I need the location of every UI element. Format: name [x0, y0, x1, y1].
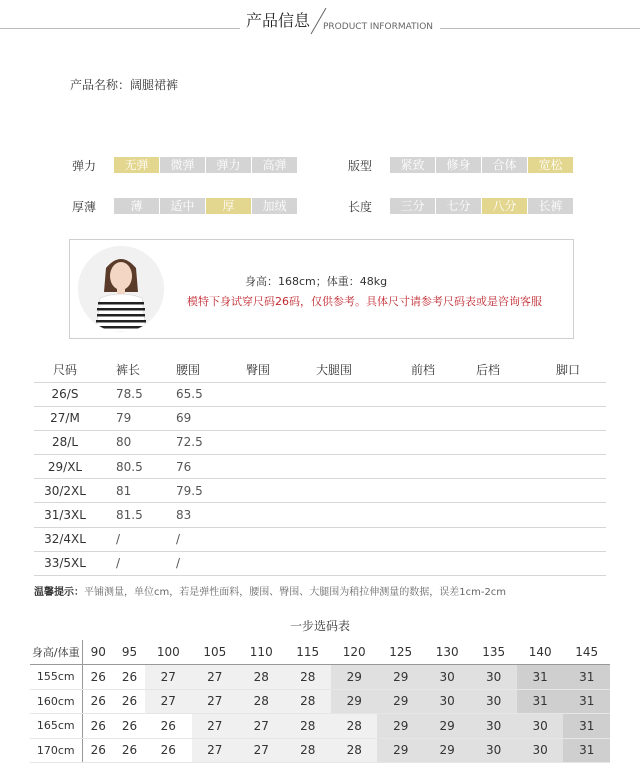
size-cell: 69 — [166, 406, 236, 430]
guide-cell: 27 — [192, 665, 238, 690]
guide-weight: 130 — [424, 640, 470, 665]
fit-option: 修身 — [436, 157, 481, 173]
size-cell: 83 — [166, 503, 236, 527]
size-cell — [236, 406, 306, 430]
guide-height: 155cm — [30, 665, 82, 690]
size-cell: 81 — [96, 479, 166, 503]
guide-cell: 26 — [114, 689, 145, 714]
size-cell: 80 — [96, 430, 166, 454]
guide-weight: 90 — [82, 640, 114, 665]
fit-option: 宽松 — [528, 157, 573, 173]
elasticity-option: 弹力 — [206, 157, 251, 173]
guide-cell: 26 — [82, 714, 114, 739]
length-option: 三分 — [390, 198, 435, 214]
thickness-option: 厚 — [206, 198, 251, 214]
length-option: 长裤 — [528, 198, 573, 214]
size-guide-table — [30, 640, 610, 763]
size-cell — [456, 455, 526, 479]
size-header: 腰围 — [166, 358, 236, 382]
guide-weight: 95 — [114, 640, 145, 665]
guide-header-row — [30, 640, 610, 665]
size-cell — [236, 430, 306, 454]
size-cell: 32/4XL — [34, 527, 96, 551]
tips-text: 平铺测量，单位cm，若是弹性面料，腰围、臀围、大腿围为稍拉伸测量的数据，误差1cm-2cm — [84, 587, 507, 598]
size-cell — [306, 527, 386, 551]
header-line-left — [0, 28, 240, 29]
guide-cell: 31 — [563, 738, 610, 763]
fit-option: 合体 — [482, 157, 527, 173]
guide-cell: 26 — [82, 689, 114, 714]
guide-cell: 29 — [331, 689, 377, 714]
size-row — [34, 503, 606, 527]
size-cell: 81.5 — [96, 503, 166, 527]
model-photo-icon — [78, 246, 164, 332]
elasticity-options — [114, 157, 298, 173]
size-cell — [456, 503, 526, 527]
guide-cell: 29 — [377, 665, 423, 690]
size-cell: 33/5XL — [34, 551, 96, 575]
guide-cell: 30 — [424, 689, 470, 714]
elasticity-option: 高弹 — [252, 157, 297, 173]
size-cell — [386, 479, 456, 503]
guide-cell: 26 — [82, 738, 114, 763]
size-cell — [526, 479, 606, 503]
size-cell: 31/3XL — [34, 503, 96, 527]
size-cell: / — [96, 527, 166, 551]
section-title: 产品信息 — [246, 11, 311, 30]
length-option: 八分 — [482, 198, 527, 214]
guide-cell: 31 — [517, 689, 563, 714]
guide-cell: 28 — [285, 738, 331, 763]
size-row — [34, 455, 606, 479]
guide-cell: 28 — [331, 738, 377, 763]
size-cell — [306, 551, 386, 575]
size-cell — [526, 382, 606, 406]
size-cell — [386, 527, 456, 551]
guide-weight: 110 — [238, 640, 284, 665]
size-header: 后档 — [456, 358, 526, 382]
thickness-option: 薄 — [114, 198, 159, 214]
size-cell — [306, 455, 386, 479]
elasticity-label: 弹力 — [72, 159, 97, 173]
fit-option: 紧致 — [390, 157, 435, 173]
size-header: 尺码 — [34, 358, 96, 382]
fit-label: 版型 — [348, 159, 373, 173]
size-cell: / — [166, 527, 236, 551]
size-cell — [526, 551, 606, 575]
guide-height: 165cm — [30, 714, 82, 739]
guide-cell: 28 — [285, 689, 331, 714]
thickness-label: 厚薄 — [72, 200, 97, 214]
size-cell: 65.5 — [166, 382, 236, 406]
thickness-option: 加绒 — [252, 198, 297, 214]
size-cell — [526, 430, 606, 454]
size-cell — [456, 479, 526, 503]
size-cell — [306, 406, 386, 430]
size-cell — [526, 455, 606, 479]
guide-cell: 26 — [114, 665, 145, 690]
guide-cell: 26 — [145, 714, 191, 739]
size-cell — [236, 479, 306, 503]
guide-weight: 125 — [377, 640, 423, 665]
size-cell — [236, 551, 306, 575]
guide-weight: 115 — [285, 640, 331, 665]
model-measurements: 身高：168cm；体重：48kg — [245, 275, 388, 288]
size-header: 裤长 — [96, 358, 166, 382]
size-cell: 26/S — [34, 382, 96, 406]
elasticity-option: 无弹 — [114, 157, 159, 173]
size-cell — [386, 430, 456, 454]
size-cell — [386, 551, 456, 575]
guide-cell: 30 — [424, 665, 470, 690]
guide-cell: 29 — [424, 738, 470, 763]
size-header: 臀围 — [236, 358, 306, 382]
size-cell: 28/L — [34, 430, 96, 454]
guide-row — [30, 689, 610, 714]
size-header: 大腿围 — [306, 358, 386, 382]
size-cell — [526, 406, 606, 430]
guide-weight: 120 — [331, 640, 377, 665]
size-cell — [386, 503, 456, 527]
size-cell — [456, 430, 526, 454]
size-cell — [456, 551, 526, 575]
size-cell: 78.5 — [96, 382, 166, 406]
size-cell: 76 — [166, 455, 236, 479]
guide-height: 160cm — [30, 689, 82, 714]
size-cell: 29/XL — [34, 455, 96, 479]
guide-weight: 100 — [145, 640, 191, 665]
guide-cell: 26 — [145, 738, 191, 763]
guide-cell: 31 — [563, 714, 610, 739]
guide-cell: 28 — [238, 665, 284, 690]
guide-weight: 135 — [470, 640, 516, 665]
size-cell: 72.5 — [166, 430, 236, 454]
guide-weight: 105 — [192, 640, 238, 665]
guide-cell: 31 — [563, 689, 610, 714]
product-name: 产品名称：阔腿裙裤 — [70, 78, 179, 92]
guide-cell: 27 — [192, 689, 238, 714]
size-cell — [236, 382, 306, 406]
guide-cell: 28 — [331, 714, 377, 739]
guide-row — [30, 665, 610, 690]
section-subtitle: PRODUCT INFORMATION — [323, 22, 434, 32]
guide-row — [30, 738, 610, 763]
guide-cell: 29 — [377, 738, 423, 763]
guide-cell: 29 — [331, 665, 377, 690]
elasticity-option: 微弹 — [160, 157, 205, 173]
guide-cell: 30 — [517, 738, 563, 763]
guide-cell: 31 — [517, 665, 563, 690]
model-avatar — [78, 246, 164, 332]
guide-cell: 31 — [563, 665, 610, 690]
model-size-note: 模特下身试穿尺码26码，仅供参考。具体尺寸请参考尺码表或是咨询客服 — [187, 295, 542, 308]
guide-cell: 26 — [114, 714, 145, 739]
size-table — [34, 358, 606, 576]
guide-cell: 29 — [424, 714, 470, 739]
size-cell — [236, 503, 306, 527]
size-cell: 79.5 — [166, 479, 236, 503]
header-line-right — [440, 28, 640, 29]
size-cell — [386, 382, 456, 406]
guide-cell: 29 — [377, 689, 423, 714]
guide-weight: 145 — [563, 640, 610, 665]
guide-cell: 26 — [114, 738, 145, 763]
guide-cell: 27 — [192, 714, 238, 739]
thickness-option: 适中 — [160, 198, 205, 214]
size-row — [34, 382, 606, 406]
size-header: 脚口 — [526, 358, 606, 382]
size-cell — [306, 382, 386, 406]
guide-weight: 140 — [517, 640, 563, 665]
size-cell — [526, 503, 606, 527]
guide-cell: 27 — [238, 738, 284, 763]
size-cell — [236, 455, 306, 479]
size-cell: 80.5 — [96, 455, 166, 479]
guide-cell: 27 — [145, 689, 191, 714]
size-cell — [526, 527, 606, 551]
guide-title: 一步选码表 — [289, 619, 350, 633]
guide-cell: 30 — [470, 665, 516, 690]
size-cell — [456, 527, 526, 551]
guide-cell: 29 — [377, 714, 423, 739]
model-info-box — [69, 239, 574, 339]
guide-cell: 30 — [470, 738, 516, 763]
guide-cell: 26 — [82, 665, 114, 690]
size-cell: / — [96, 551, 166, 575]
fit-options — [390, 157, 574, 173]
length-label: 长度 — [348, 200, 373, 214]
size-row — [34, 551, 606, 575]
guide-cell: 28 — [238, 689, 284, 714]
size-cell: 27/M — [34, 406, 96, 430]
length-option: 七分 — [436, 198, 481, 214]
size-cell — [306, 479, 386, 503]
size-cell — [386, 455, 456, 479]
guide-cell: 30 — [470, 714, 516, 739]
size-cell — [236, 527, 306, 551]
guide-cell: 30 — [470, 689, 516, 714]
size-cell — [456, 406, 526, 430]
guide-cell: 27 — [145, 665, 191, 690]
size-cell — [306, 503, 386, 527]
size-cell: 30/2XL — [34, 479, 96, 503]
size-header: 前档 — [386, 358, 456, 382]
guide-cell: 30 — [517, 714, 563, 739]
thickness-options — [114, 198, 298, 214]
guide-row — [30, 714, 610, 739]
length-options — [390, 198, 574, 214]
size-row — [34, 406, 606, 430]
size-table-header — [34, 358, 606, 382]
guide-cell: 28 — [285, 665, 331, 690]
guide-cell: 27 — [238, 714, 284, 739]
tips-label: 温馨提示： — [34, 587, 84, 598]
size-cell — [306, 430, 386, 454]
size-tips — [34, 583, 506, 598]
guide-cell: 28 — [285, 714, 331, 739]
guide-height: 170cm — [30, 738, 82, 763]
guide-cell: 27 — [192, 738, 238, 763]
size-row — [34, 479, 606, 503]
size-cell — [456, 382, 526, 406]
guide-corner: 身高/体重 — [30, 640, 82, 665]
size-cell: / — [166, 551, 236, 575]
size-row — [34, 527, 606, 551]
size-row — [34, 430, 606, 454]
size-cell — [386, 406, 456, 430]
size-cell: 79 — [96, 406, 166, 430]
